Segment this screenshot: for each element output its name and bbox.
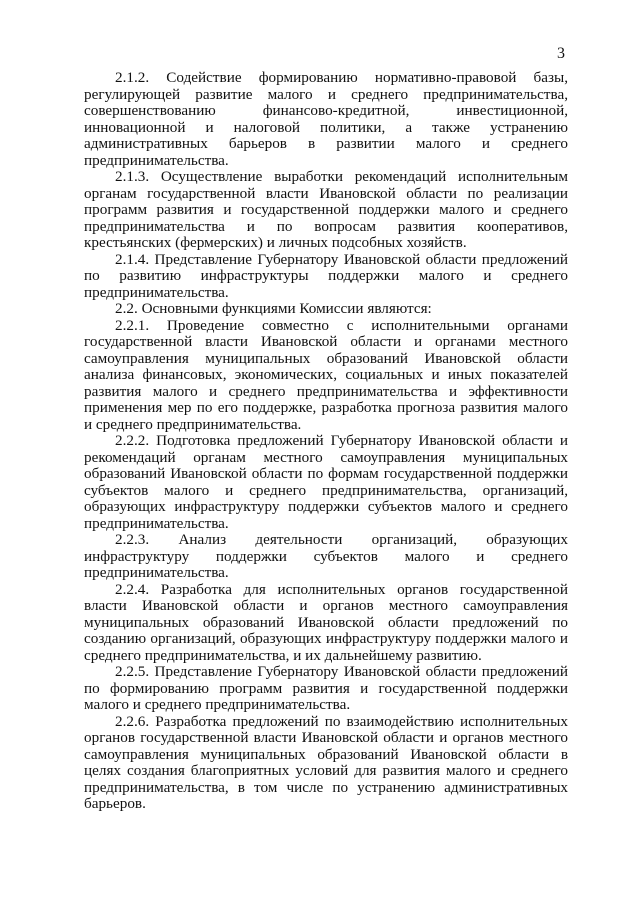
paragraph-2-2-5: 2.2.5. Представление Губернатору Ивановской области предложений по формированию программ развития и государственной поддержки малого и среднего предпринимательства. [84,663,568,713]
paragraph-2-2-2: 2.2.2. Подготовка предложений Губернатору Ивановской области и рекомендаций органам местного самоуправления муниципальных образований Ивановской области по формам государственной поддержки субъектов малого и среднего предпринимательства, организаций, образующих инфраструктуру поддержки субъектов малого и среднего предпринимательства. [84,432,568,532]
paragraph-2-2-3: 2.2.3. Анализ деятельности организаций, образующих инфраструктуру поддержки субъектов малого и среднего предпринимательства. [84,531,568,581]
document-body [84,70,568,813]
paragraph-2-1-4: 2.1.4. Представление Губернатору Ивановской области предложений по развитию инфраструктуры поддержки малого и среднего предпринимательства. [84,250,568,301]
paragraph-2-2: 2.2. Основными функциями Комиссии являются: [115,300,432,317]
paragraph-2-2-4: 2.2.4. Разработка для исполнительных органов государственной власти Ивановской области и органов местного самоуправления муниципальных образований Ивановской области предложений по созданию организаций, образующих инфраструктуру поддержки малого и среднего предпринимательства, и их дальнейшему развитию. [84,580,568,664]
paragraph-2-1-2: 2.1.2. Содействие формированию нормативно-правовой базы, регулирующей развитие малого и среднего предпринимательства, совершенствованию финансово-кредитной, инвестиционной, инновационной и налоговой политики, а также устранению административных барьеров в развитии малого и среднего предпринимательства. [84,69,568,169]
paragraph-2-2-1: 2.2.1. Проведение совместно с исполнительными органами государственной власти Ивановской области и органами местного самоуправления муниципальных образований Ивановской области анализа финансовых, экономических, социальных и иных показателей развития малого и среднего предпринимательства и эффективности применения мер по его поддержке, разработка прогноза развития малого и среднего предпринимательства. [84,316,568,433]
page-number: 3 [557,45,565,62]
paragraph-2-1-3: 2.1.3. Осуществление выработки рекомендаций исполнительным органам государственной власти Ивановской области по реализации программ развития и государственной поддержки малого и среднего предпринимательства и по вопросам развития кооперативов, крестьянских (фермерских) и личных подсобных хозяйств. [84,168,568,251]
paragraph-2-2-6: 2.2.6. Разработка предложений по взаимодействию исполнительных органов государственной власти Ивановской области и органов местного самоуправления муниципальных образований Ивановской области в целях создания благоприятных условий для развития малого и среднего предпринимательства, в том числе по устранению административных барьеров. [84,712,568,812]
